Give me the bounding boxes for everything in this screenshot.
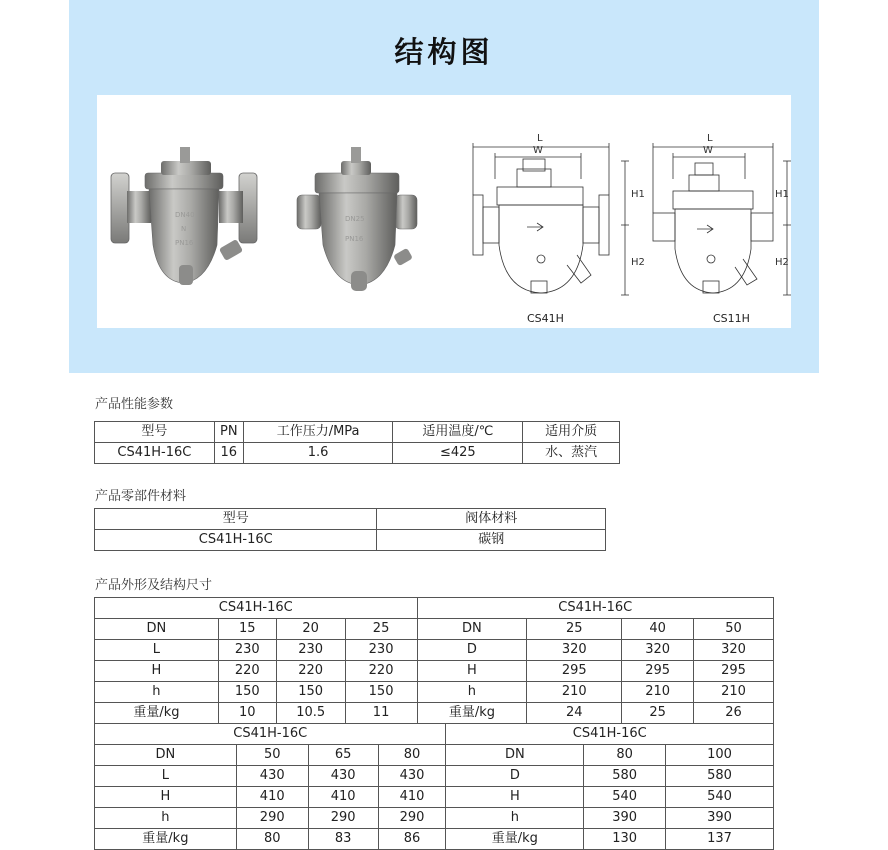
table-cell: 150 [345,682,417,703]
table-row [95,661,774,682]
table-cell: 390 [666,808,774,829]
row-label: 重量/kg [446,829,584,850]
dimensions-table-2 [94,723,774,850]
row-label: D [417,640,527,661]
table-cell: 295 [694,661,774,682]
table-cell: 1.6 [243,443,393,464]
header-cell: 适用介质 [523,422,620,443]
table-cell: 210 [527,682,622,703]
table-cell: 80 [584,745,666,766]
table-cell: 26 [694,703,774,724]
drawing-caption-cs41h: CS41H [527,312,564,325]
dimensions-table-1 [94,597,774,724]
table-row [95,443,620,464]
table-cell: 25 [622,703,694,724]
performance-title: 产品性能参数 [95,397,174,412]
table-cell: 83 [308,829,378,850]
table-cell: 65 [308,745,378,766]
table-cell: 50 [694,619,774,640]
table-header-row [95,598,774,619]
table-cell: 水、蒸汽 [523,443,620,464]
table-cell: CS41H-16C [95,530,377,551]
table-row [95,530,606,551]
header-cell: PN [214,422,243,443]
table-cell: 290 [236,808,308,829]
cs41h-dim-l: L [537,133,543,144]
table-cell: 430 [236,766,308,787]
table-cell: 80 [236,829,308,850]
materials-table [94,508,606,551]
table-header-row [95,422,620,443]
cs11h-dim-l: L [707,133,713,144]
materials-title: 产品零部件材料 [95,489,187,504]
dimensions-title: 产品外形及结构尺寸 [95,578,213,593]
drawing-cs11h [653,143,791,295]
table-cell: 80 [378,745,446,766]
table-cell: 16 [214,443,243,464]
row-label: L [95,640,219,661]
table-cell: 25 [527,619,622,640]
table-cell: 295 [527,661,622,682]
photo2-mark-1: DN25 [345,215,365,223]
table-cell: 580 [584,766,666,787]
header-cell: 工作压力/MPa [243,422,393,443]
table-cell: 230 [218,640,276,661]
page-title: 结构图 [394,35,494,69]
structure-figure-panel [97,95,791,328]
drawing-cs41h [473,143,629,295]
table-cell: 430 [378,766,446,787]
row-label: H [446,787,584,808]
cs11h-dim-h1: H1 [775,189,789,200]
row-label: D [446,766,584,787]
table-cell: 11 [345,703,417,724]
table-cell: 230 [345,640,417,661]
row-label: h [417,682,527,703]
table-cell: 410 [308,787,378,808]
header-cell: 型号 [95,509,377,530]
structure-banner [69,0,819,373]
table-cell: 15 [218,619,276,640]
table-cell: 580 [666,766,774,787]
table-cell: 210 [622,682,694,703]
table-cell: 20 [276,619,345,640]
table-cell: 220 [345,661,417,682]
photo1-mark-3: PN16 [175,239,194,247]
table-row [95,682,774,703]
model-header: CS41H-16C [95,724,446,745]
table-cell: ≤425 [393,443,523,464]
table-row [95,619,774,640]
table-cell: 10 [218,703,276,724]
table-cell: 130 [584,829,666,850]
row-label: DN [417,619,527,640]
header-cell: 型号 [95,422,215,443]
table-cell: 86 [378,829,446,850]
performance-table [94,421,620,464]
row-label: DN [95,619,219,640]
cs41h-dim-h1: H1 [631,189,645,200]
table-header-row [95,724,774,745]
table-cell: 290 [308,808,378,829]
row-label: H [95,787,237,808]
table-cell: 320 [527,640,622,661]
table-header-row [95,509,606,530]
table-row [95,808,774,829]
trap-photo-flanged [111,147,257,285]
table-row [95,703,774,724]
row-label: 重量/kg [95,829,237,850]
row-label: h [95,682,219,703]
header-cell: 适用温度/℃ [393,422,523,443]
table-cell: 430 [308,766,378,787]
table-cell: 540 [666,787,774,808]
cs11h-dim-w: W [703,145,713,156]
table-cell: 碳钢 [377,530,606,551]
row-label: H [95,661,219,682]
trap-photo-threaded [297,147,417,291]
row-label: DN [95,745,237,766]
structure-figure [97,95,791,328]
photo2-mark-2: PN16 [345,235,364,243]
table-cell: CS41H-16C [95,443,215,464]
table-row [95,829,774,850]
row-label: DN [446,745,584,766]
row-label: H [417,661,527,682]
header-cell: 阀体材料 [377,509,606,530]
row-label: L [95,766,237,787]
table-cell: 220 [276,661,345,682]
table-cell: 320 [694,640,774,661]
cs11h-dim-h2: H2 [775,257,789,268]
table-cell: 25 [345,619,417,640]
table-row [95,766,774,787]
table-cell: 390 [584,808,666,829]
table-cell: 230 [276,640,345,661]
model-header: CS41H-16C [417,598,773,619]
table-cell: 210 [694,682,774,703]
table-cell: 50 [236,745,308,766]
table-cell: 150 [276,682,345,703]
row-label: h [95,808,237,829]
table-cell: 100 [666,745,774,766]
table-cell: 40 [622,619,694,640]
table-cell: 290 [378,808,446,829]
table-cell: 220 [218,661,276,682]
table-cell: 320 [622,640,694,661]
table-cell: 410 [378,787,446,808]
table-cell: 24 [527,703,622,724]
table-cell: 137 [666,829,774,850]
table-cell: 150 [218,682,276,703]
table-row [95,787,774,808]
table-row [95,745,774,766]
photo1-mark-2: N [181,225,187,233]
table-cell: 540 [584,787,666,808]
row-label: 重量/kg [417,703,527,724]
model-header: CS41H-16C [95,598,418,619]
table-cell: 410 [236,787,308,808]
table-cell: 10.5 [276,703,345,724]
model-header: CS41H-16C [446,724,774,745]
cs41h-dim-h2: H2 [631,257,645,268]
photo1-mark-1: DN40 [175,211,195,219]
row-label: h [446,808,584,829]
row-label: 重量/kg [95,703,219,724]
table-row [95,640,774,661]
table-cell: 295 [622,661,694,682]
cs41h-dim-w: W [533,145,543,156]
drawing-caption-cs11h: CS11H [713,312,750,325]
